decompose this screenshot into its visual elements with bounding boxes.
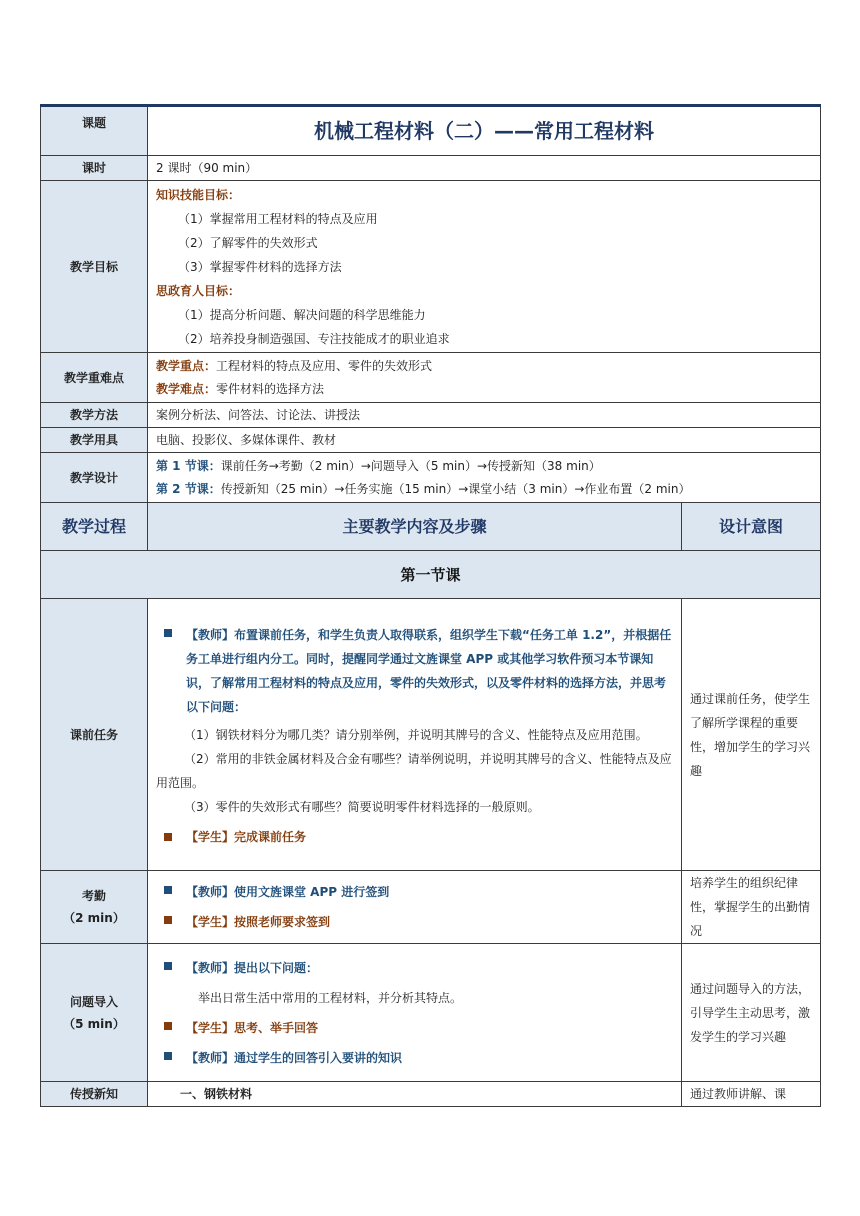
list-item [156,956,673,980]
page-title: 机械工程材料（二）——常用工程材料 [148,106,821,156]
bullet-square-icon [164,1052,172,1060]
ideology-item: （2）培养投身制造强国、专注技能成才的职业追求 [178,331,450,346]
design-row [41,453,821,503]
student-action: 【学生】按照老师要求签到 [186,915,331,929]
lesson-plan-sheet [40,104,820,1107]
attendance-label [41,871,148,944]
title-label: 课题 [41,106,148,156]
teacher-instruction: 【教师】通过学生的回答引入要讲的知识 [186,1050,403,1065]
pre-task-label: 课前任务 [41,599,148,871]
teach-row [41,1082,821,1107]
design-1-text: 课前任务→考勤（2 min）→问题导入（5 min）→传授新知（38 min） [220,458,601,473]
pre-task-content [148,599,682,871]
bullet-square-icon [164,886,172,894]
process-header-row [41,503,821,551]
list-item [156,910,673,934]
objectives-content [148,181,821,353]
intro-question: 举出日常生活中常用的工程材料，并分析其特点。 [198,990,463,1005]
design-2-label: 第 2 节课： [156,481,221,496]
pre-task-intent: 通过课前任务，使学生了解所学课程的重要性，增加学生的学习兴趣 [682,599,821,871]
difficult-label: 教学难点： [156,381,217,396]
key-label: 教学重点： [156,358,217,373]
col-intent-header: 设计意图 [682,503,821,551]
col-content-header: 主要教学内容及步骤 [148,503,682,551]
teacher-instruction: 【教师】提出以下问题： [186,960,319,975]
key-text: 工程材料的特点及应用、零件的失效形式 [216,358,433,373]
difficult-text: 零件材料的选择方法 [216,381,325,396]
keypoints-content [148,353,821,403]
list-item [156,880,673,904]
hours-label: 课时 [41,156,148,181]
bullet-square-icon [164,916,172,924]
tools-value: 电脑、投影仪、多媒体课件、教材 [148,428,821,453]
keypoints-label: 教学重难点 [41,353,148,403]
design-content [148,453,821,503]
keypoints-row [41,353,821,403]
attendance-intent: 培养学生的组织纪律性，掌握学生的出勤情况 [682,871,821,944]
list-item [156,1046,673,1070]
title-row [41,106,821,156]
attendance-row [41,871,821,944]
knowledge-item: （2）了解零件的失效形式 [178,235,318,250]
intro-intent: 通过问题导入的方法，引导学生主动思考，激发学生的学习兴趣 [682,944,821,1082]
intro-content [148,944,682,1082]
teacher-instruction: 【教师】使用文旌课堂 APP 进行签到 [186,885,390,899]
pre-task-row [41,599,821,871]
bullet-square-icon [164,962,172,970]
tools-row [41,428,821,453]
objectives-label: 教学目标 [41,181,148,353]
design-2-text: 传授新知（25 min）→任务实施（15 min）→课堂小结（3 min）→作业布置（2 min） [220,481,691,496]
hours-row [41,156,821,181]
teach-heading: 一、钢铁材料 [148,1082,682,1107]
intro-label [41,944,148,1082]
attendance-content [148,871,682,944]
attendance-time: （2 min） [63,911,125,925]
bullet-square-icon [164,833,172,841]
question-3: （3）零件的失效形式有哪些？简要说明零件材料选择的一般原则。 [184,799,540,814]
question-2: （2）常用的非铁金属材料及合金有哪些？请举例说明，并说明其牌号的含义、性能特点及应用范围。 [156,751,672,790]
list-item [156,623,673,719]
lesson-plan-table [40,104,821,1107]
student-action: 【学生】思考、举手回答 [186,1020,319,1035]
objectives-row [41,181,821,353]
section-title: 第一节课 [41,551,821,599]
teacher-instruction: 【教师】布置课前任务，和学生负责人取得联系，组织学生下载“任务工单 1.2”，并根据任务工单进行组内分工。同时，提醒同学通过文旌课堂 APP 或其他学习软件预习本节课知识，了解常用工程材料的特点及应用，零件的失效形式，以及零件材料的选择方法，并思考以下问题： [186,627,672,714]
method-row [41,403,821,428]
tools-label: 教学用具 [41,428,148,453]
col-process-header: 教学过程 [41,503,148,551]
method-value: 案例分析法、问答法、讨论法、讲授法 [148,403,821,428]
design-1-label: 第 1 节课： [156,458,221,473]
section-row [41,551,821,599]
teach-label: 传授新知 [41,1082,148,1107]
ideology-heading: 思政育人目标： [156,283,241,298]
attendance-label-text: 考勤 [81,889,106,903]
student-action: 【学生】完成课前任务 [186,829,307,844]
list-item [156,827,673,847]
teach-intent: 通过教师讲解、课 [682,1082,821,1107]
method-label: 教学方法 [41,403,148,428]
bullet-square-icon [164,629,172,637]
knowledge-item: （3）掌握零件材料的选择方法 [178,259,342,274]
question-1: （1）钢铁材料分为哪几类？请分别举例，并说明其牌号的含义、性能特点及应用范围。 [184,727,648,742]
intro-time: （5 min） [63,1016,125,1031]
knowledge-item: （1）掌握常用工程材料的特点及应用 [178,211,378,226]
design-label: 教学设计 [41,453,148,503]
ideology-item: （1）提高分析问题、解决问题的科学思维能力 [178,307,426,322]
hours-value: 2 课时（90 min） [148,156,821,181]
intro-label-text: 问题导入 [69,994,118,1009]
intro-row [41,944,821,1082]
knowledge-heading: 知识技能目标： [156,187,241,202]
bullet-square-icon [164,1022,172,1030]
list-item [156,1016,673,1040]
